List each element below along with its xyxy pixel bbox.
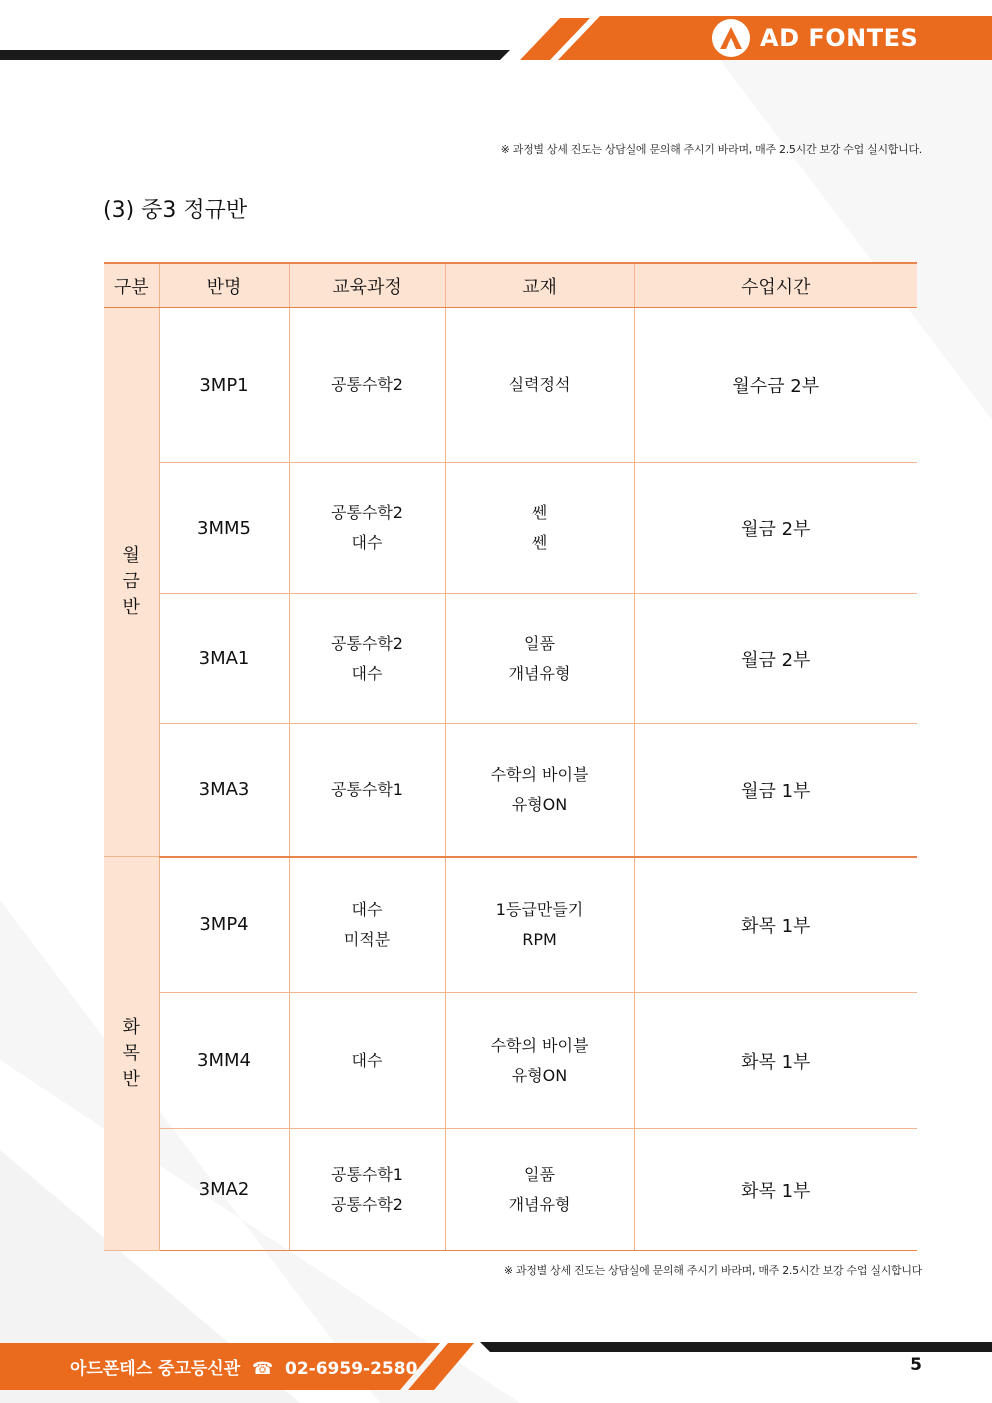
textbook-cell (445, 857, 634, 993)
curriculum-cell (289, 993, 445, 1129)
curriculum-cell (289, 594, 445, 724)
textbook-cell (445, 308, 634, 463)
group-label-char: 반 (122, 597, 140, 618)
class-code: 3MA3 (159, 724, 289, 857)
class-code: 3MA1 (159, 594, 289, 724)
table-row (104, 724, 917, 857)
class-time: 화목 1부 (634, 1129, 917, 1251)
curriculum-cell (289, 724, 445, 857)
textbook-line: 수학의 바이블 (490, 764, 589, 784)
curriculum-line: 공통수학1 (330, 779, 403, 799)
class-time: 월금 2부 (634, 463, 917, 594)
class-code: 3MM4 (159, 993, 289, 1129)
textbook-line: 개념유형 (508, 1194, 571, 1214)
section-title: (3) 중3 정규반 (103, 198, 248, 223)
table-row (104, 1129, 917, 1251)
textbook-line: 개념유형 (508, 663, 571, 683)
header-textbook: 교재 (445, 263, 634, 308)
logo-text: AD FONTES (760, 24, 919, 52)
schedule-table (104, 262, 917, 1251)
textbook-line: 유형ON (511, 794, 568, 814)
curriculum-line: 대수 (351, 663, 383, 683)
table-row (104, 857, 917, 993)
group-label-char: 목 (122, 1042, 140, 1064)
page-number: 5 (910, 1355, 922, 1375)
group-label-char: 금 (122, 571, 140, 592)
header-curriculum: 교육과정 (289, 263, 445, 308)
class-code: 3MP4 (159, 857, 289, 993)
class-code: 3MP1 (159, 308, 289, 463)
logo-mark-icon (712, 19, 750, 57)
textbook-line: 수학의 바이블 (490, 1035, 589, 1055)
textbook-line: 일품 (524, 633, 555, 653)
table-header-row (104, 263, 917, 308)
header-class-name: 반명 (159, 263, 289, 308)
textbook-line: 유형ON (511, 1065, 568, 1085)
curriculum-line: 공통수학2 (330, 375, 403, 394)
group-label-char: 반 (122, 1068, 140, 1090)
table-row (104, 993, 917, 1129)
class-code: 3MA2 (159, 1129, 289, 1251)
curriculum-line: 공통수학2 (330, 1194, 403, 1214)
table-row (104, 594, 917, 724)
textbook-line: 쎈 (531, 503, 548, 522)
group-label-tue-thu (104, 857, 159, 1251)
note-top: ※ 과정별 상세 진도는 상담실에 문의해 주시기 바라며, 매주 2.5시간 보강 수업 실시합니다. (500, 143, 922, 156)
textbook-cell (445, 993, 634, 1129)
phone-icon: ☎ (246, 1359, 280, 1379)
class-time: 월금 2부 (634, 594, 917, 724)
textbook-line: 실력정석 (508, 375, 571, 394)
curriculum-cell (289, 1129, 445, 1251)
curriculum-line: 공통수학1 (330, 1164, 403, 1184)
curriculum-cell (289, 463, 445, 594)
curriculum-line: 대수 (351, 899, 383, 919)
textbook-line: 1등급만들기 (495, 899, 584, 919)
header-class-time: 수업시간 (634, 263, 917, 308)
curriculum-line: 대수 (351, 1050, 383, 1070)
textbook-cell (445, 724, 634, 857)
curriculum-line: 미적분 (343, 929, 391, 949)
class-time: 화목 1부 (634, 857, 917, 993)
class-time: 월금 1부 (634, 724, 917, 857)
curriculum-cell (289, 857, 445, 993)
class-time: 월수금 2부 (634, 308, 917, 463)
textbook-cell (445, 463, 634, 594)
textbook-line: 쎈 (531, 533, 548, 552)
table-row (104, 308, 917, 463)
header-category: 구분 (104, 263, 159, 308)
brand-logo (712, 18, 918, 58)
table-row (104, 463, 917, 594)
group-label-char: 월 (122, 545, 140, 566)
group-label-mon-fri (104, 308, 159, 857)
note-bottom: ※ 과정별 상세 진도는 상담실에 문의해 주시기 바라며, 매주 2.5시간 보강 수업 실시합니다 (503, 1264, 922, 1277)
curriculum-line: 대수 (351, 533, 383, 552)
curriculum-line: 공통수학2 (330, 633, 403, 653)
textbook-line: 일품 (524, 1164, 555, 1184)
class-time: 화목 1부 (634, 993, 917, 1129)
curriculum-cell (289, 308, 445, 463)
footer-academy-name: 아드폰테스 중고등신관 (70, 1359, 241, 1379)
footer-contact (70, 1354, 417, 1379)
group-label-char: 화 (122, 1016, 140, 1038)
textbook-cell (445, 594, 634, 724)
textbook-cell (445, 1129, 634, 1251)
footer-phone: 02-6959-2580 (285, 1359, 418, 1379)
curriculum-line: 공통수학2 (330, 503, 403, 522)
textbook-line: RPM (522, 929, 557, 949)
class-code: 3MM5 (159, 463, 289, 594)
